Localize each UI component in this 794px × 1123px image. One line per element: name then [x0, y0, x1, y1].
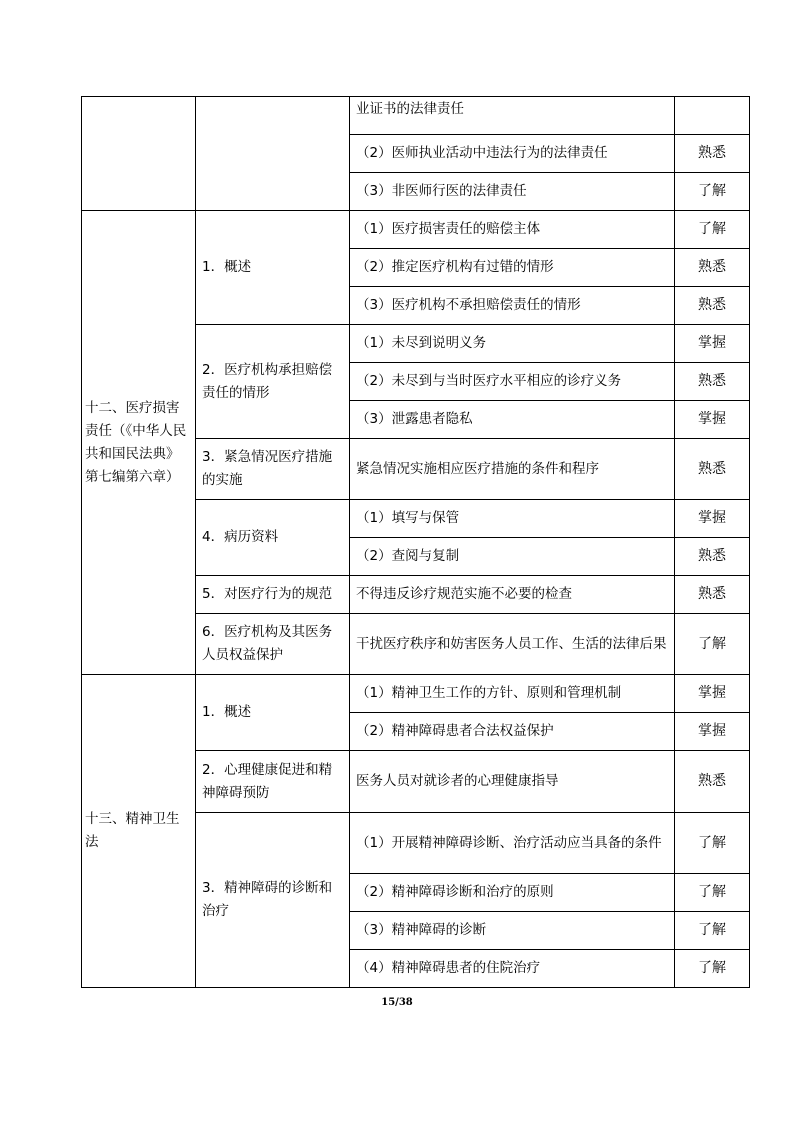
level-cell: 了解	[675, 912, 750, 950]
level-cell: 熟悉	[675, 439, 750, 500]
level-cell: 熟悉	[675, 363, 750, 401]
content-cell: （3）医疗机构不承担赔偿责任的情形	[350, 287, 675, 325]
content-cell: （2）精神障碍患者合法权益保护	[350, 713, 675, 751]
section-cell: 十二、医疗损害责任（《中华人民共和国民法典》第七编第六章）	[82, 211, 196, 675]
topic-cell: 4．病历资料	[196, 500, 350, 576]
topic-cell: 5．对医疗行为的规范	[196, 576, 350, 614]
level-cell: 掌握	[675, 675, 750, 713]
content-cell: （3）泄露患者隐私	[350, 401, 675, 439]
level-cell: 了解	[675, 173, 750, 211]
content-cell: （3）非医师行医的法律责任	[350, 173, 675, 211]
level-cell: 掌握	[675, 401, 750, 439]
topic-cell: 1．概述	[196, 211, 350, 325]
level-cell: 了解	[675, 874, 750, 912]
topic-cell: 3．紧急情况医疗措施的实施	[196, 439, 350, 500]
topic-cell: 6．医疗机构及其医务人员权益保护	[196, 614, 350, 675]
content-cell: （2）推定医疗机构有过错的情形	[350, 249, 675, 287]
content-cell: 业证书的法律责任	[350, 97, 675, 135]
level-cell: 熟悉	[675, 287, 750, 325]
content-cell: （1）医疗损害责任的赔偿主体	[350, 211, 675, 249]
level-cell: 掌握	[675, 500, 750, 538]
content-cell: （4）精神障碍患者的住院治疗	[350, 950, 675, 988]
table-row	[82, 97, 750, 135]
content-cell: （1）精神卫生工作的方针、原则和管理机制	[350, 675, 675, 713]
level-cell: 熟悉	[675, 538, 750, 576]
content-cell: （1）开展精神障碍诊断、治疗活动应当具备的条件	[350, 813, 675, 874]
syllabus-table	[81, 96, 750, 988]
level-cell: 了解	[675, 614, 750, 675]
section-cell	[82, 97, 196, 211]
table-row	[82, 675, 750, 713]
level-cell: 熟悉	[675, 751, 750, 813]
level-cell: 熟悉	[675, 135, 750, 173]
topic-cell: 2．医疗机构承担赔偿责任的情形	[196, 325, 350, 439]
content-cell: （3）精神障碍的诊断	[350, 912, 675, 950]
content-cell: （2）未尽到与当时医疗水平相应的诊疗义务	[350, 363, 675, 401]
level-cell: 了解	[675, 950, 750, 988]
content-cell: （2）精神障碍诊断和治疗的原则	[350, 874, 675, 912]
topic-cell: 3．精神障碍的诊断和治疗	[196, 813, 350, 988]
content-cell: 不得违反诊疗规范实施不必要的检查	[350, 576, 675, 614]
content-cell: 干扰医疗秩序和妨害医务人员工作、生活的法律后果	[350, 614, 675, 675]
content-cell: （1）填写与保管	[350, 500, 675, 538]
topic-cell: 2．心理健康促进和精神障碍预防	[196, 751, 350, 813]
level-cell: 了解	[675, 813, 750, 874]
section-cell: 十三、精神卫生法	[82, 675, 196, 988]
table-row	[82, 211, 750, 249]
level-cell: 掌握	[675, 713, 750, 751]
level-cell	[675, 97, 750, 135]
topic-cell: 1．概述	[196, 675, 350, 751]
level-cell: 掌握	[675, 325, 750, 363]
content-cell: 医务人员对就诊者的心理健康指导	[350, 751, 675, 813]
level-cell: 熟悉	[675, 576, 750, 614]
level-cell: 熟悉	[675, 249, 750, 287]
content-cell: （1）未尽到说明义务	[350, 325, 675, 363]
topic-cell	[196, 97, 350, 211]
content-cell: 紧急情况实施相应医疗措施的条件和程序	[350, 439, 675, 500]
content-cell: （2）查阅与复制	[350, 538, 675, 576]
content-cell: （2）医师执业活动中违法行为的法律责任	[350, 135, 675, 173]
page-number: 15/38	[381, 997, 413, 1008]
level-cell: 了解	[675, 211, 750, 249]
